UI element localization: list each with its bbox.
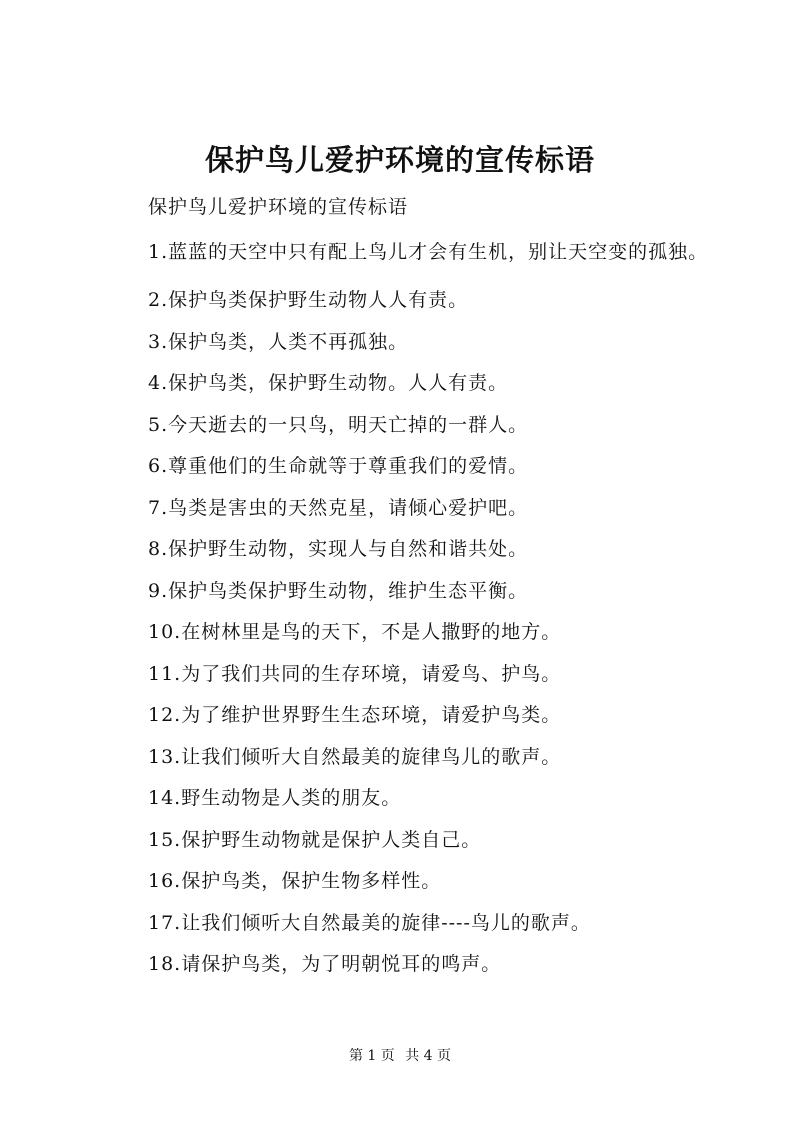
slogan-item: 1.蓝蓝的天空中只有配上鸟儿才会有生机，别让天空变的孤独。 — [148, 241, 709, 263]
slogan-item: 14.野生动物是人类的朋友。 — [148, 787, 402, 809]
slogan-item: 9.保护鸟类保护野生动物，维护生态平衡。 — [148, 579, 529, 602]
document-subtitle: 保护鸟儿爱护环境的宣传标语 — [148, 196, 409, 218]
page-footer — [0, 1046, 800, 1066]
slogan-item: 15.保护野生动物就是保护人类自己。 — [148, 828, 482, 851]
document-title: 保护鸟儿爱护环境的宣传标语 — [204, 143, 595, 177]
slogan-item: 17.让我们倾听大自然最美的旋律----鸟儿的歌声。 — [148, 911, 591, 934]
slogan-item: 18.请保护鸟类，为了明朝悦耳的鸣声。 — [148, 953, 502, 975]
slogan-item: 13.让我们倾听大自然最美的旋律鸟儿的歌声。 — [148, 745, 562, 768]
slogan-item: 2.保护鸟类保护野生动物人人有责。 — [148, 289, 469, 311]
slogan-item: 16.保护鸟类，保护生物多样性。 — [148, 870, 442, 892]
page-total: 共 4 页 — [405, 1048, 452, 1064]
slogan-item: 10.在树林里是鸟的天下，不是人撒野的地方。 — [148, 621, 562, 643]
page-number: 第 1 页 — [348, 1048, 395, 1064]
slogan-item: 12.为了维护世界野生生态环境，请爱护鸟类。 — [148, 704, 562, 726]
slogan-item: 8.保护野生动物，实现人与自然和谐共处。 — [148, 538, 529, 560]
slogan-list — [110, 232, 710, 992]
slogan-item: 5.今天逝去的一只鸟，明天亡掉的一群人。 — [148, 413, 529, 436]
slogan-item: 11.为了我们共同的生存环境，请爱鸟、护鸟。 — [148, 662, 562, 685]
slogan-item: 7.鸟类是害虫的天然克星，请倾心爱护吧。 — [148, 496, 529, 519]
slogan-item: 6.尊重他们的生命就等于尊重我们的爱情。 — [148, 455, 529, 477]
slogan-item: 3.保护鸟类，人类不再孤独。 — [148, 330, 409, 353]
slogan-item: 4.保护鸟类，保护野生动物。人人有责。 — [148, 372, 509, 394]
